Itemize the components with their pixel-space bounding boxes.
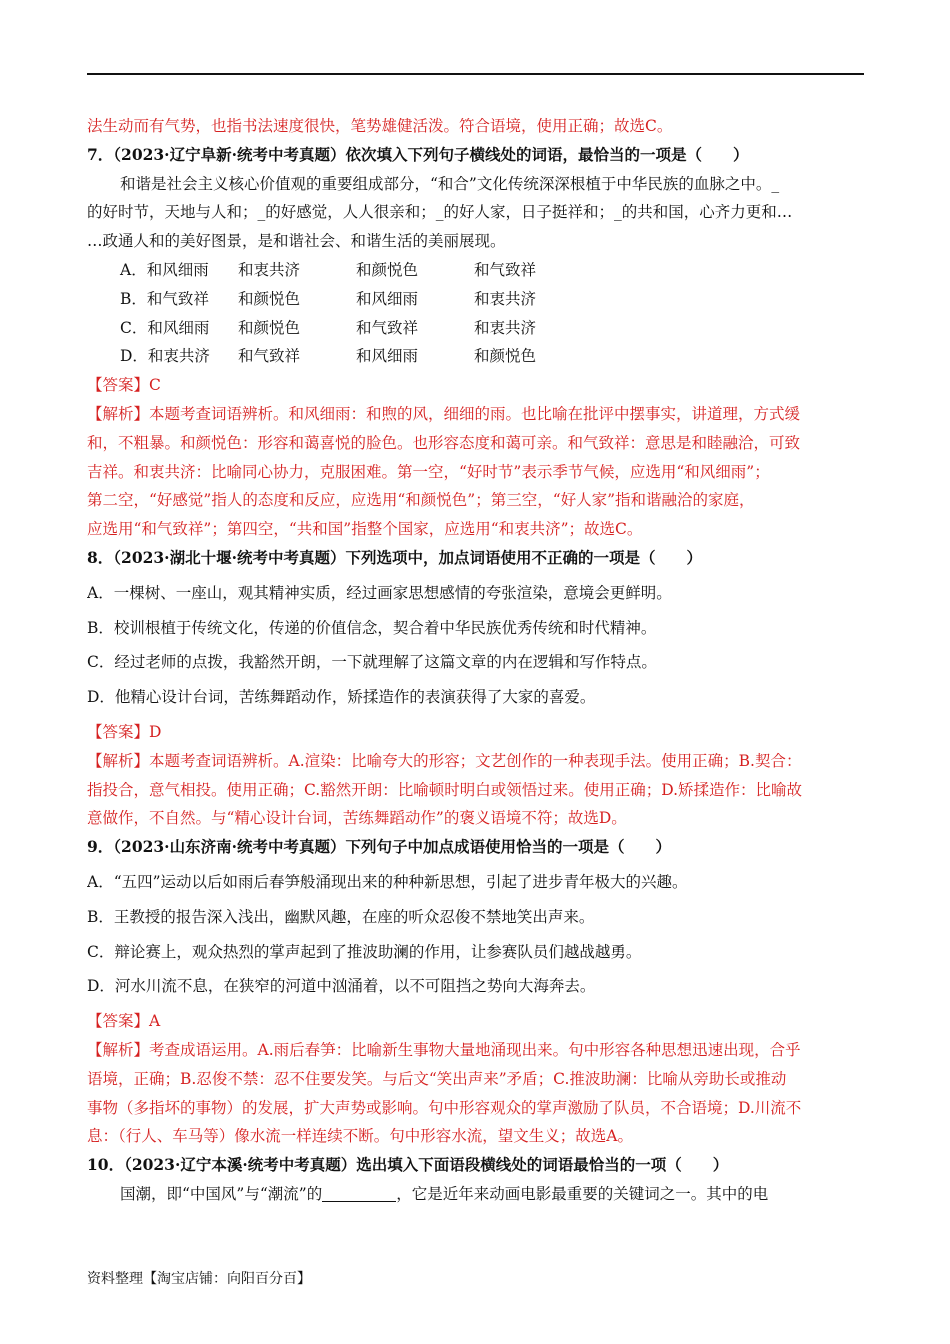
q9-option-a: A．“五四”运动以后如雨后春笋般涌现出来的种种新思想，引起了进步青年极大的兴趣。 [87,872,688,891]
q7-d-4: 和颜悦色 [474,347,537,366]
q9-stem: 9．（2023·山东济南·统考中考真题）下列句子中加点成语使用恰当的一项是（ ） [87,837,671,857]
q9-option-d: D．河水川流不息，在狭窄的河道中汹涌着，以不可阻挡之势向大海奔去。 [87,977,596,996]
continued-analysis: 法生动而有气势，也指书法速度很快，笔势雄健活泼。符合语境，使用正确；故选C。 [87,117,673,135]
q9-analysis-4: 息：（行人、车马等）像水流一样连续不断。句中形容水流，望文生义；故选A。 [87,1127,633,1146]
q9-answer: 【答案】A [87,1012,161,1031]
q8-option-d: D．他精心设计台词，苦练舞蹈动作，矫揉造作的表演获得了大家的喜爱。 [87,688,596,707]
q7-c-4: 和衷共济 [474,318,537,337]
q7-a-3: 和颜悦色 [356,260,419,279]
q7-b-1: B．和气致祥 [120,289,209,308]
q7-d-2: 和气致祥 [238,347,301,366]
q7-analysis-3: 吉祥。和衷共济：比喻同心协力，克服困难。第一空，“好时节”表示季节气候，应选用“和风细雨”； [87,462,770,481]
q10-passage-start: 国潮，即“中国风”与“潮流”的 [120,1184,323,1203]
q7-option-c [87,314,864,343]
q7-b-2: 和颜悦色 [238,289,301,308]
q8-stem: 8．（2023·湖北十堰·统考中考真题）下列选项中，加点词语使用不正确的一项是（ ） [87,547,702,567]
q7-analysis-2: 和，不粗暴。和颜悦色：形容和蔼喜悦的脸色。也形容态度和蔼可亲。和气致祥：意思是和睦融洽，可致 [87,433,801,452]
q9-analysis-3: 事物（多指坏的事物）的发展，扩大声势或影响。句中形容观众的掌声激励了队员，不合语境；D.川流不 [87,1098,802,1117]
q7-c-2: 和颜悦色 [238,318,301,337]
q8-analysis-1: 【解析】本题考查词语辨析。A.渲染：比喻夸大的形容；文艺创作的一种表现手法。使用正确；B.契合： [87,751,802,770]
footer-source: 资料整理【淘宝店铺：向阳百分百】 [87,1271,311,1287]
q9-analysis-2: 语境，正确；B.忍俊不禁：忍不住要发笑。与后文“笑出声来”矛盾；C.推波助澜：比喻从旁助长或推动 [87,1069,787,1088]
q8-analysis-3: 意做作，不自然。与“精心设计台词，苦练舞蹈动作”的褒义语境不符；故选D。 [87,809,627,828]
q8-option-b: B．校训根植于传统文化，传递的价值信念，契合着中华民族优秀传统和时代精神。 [87,618,657,637]
q9-option-b: B．王教授的报告深入浅出，幽默风趣，在座的听众忍俊不禁地笑出声来。 [87,907,595,926]
q7-a-1: A．和风细雨 [120,260,209,279]
q10-stem: 10．（2023·辽宁本溪·统考中考真题）选出填入下面语段横线处的词语最恰当的一项（ ） [87,1155,729,1175]
q7-a-4: 和气致祥 [474,260,537,279]
q9-analysis-1: 【解析】考查成语运用。A.雨后春笋：比喻新生事物大量地涌现出来。句中形容各种思想迅速出现，合乎 [87,1040,801,1059]
q7-analysis-1: 【解析】本题考查词语辨析。和风细雨：和煦的风，细细的雨。也比喻在批评中摆事实，讲道理，方式缓 [87,404,801,423]
q8-analysis-2: 指投合，意气相投。使用正确；C.豁然开朗：比喻顿时明白或领悟过来。使用正确；D.矫揉造作：比喻故 [87,780,803,799]
q7-answer: 【答案】C [87,376,161,395]
q10-passage-end: ，它是近年来动画电影最重要的关键词之一。其中的电 [396,1184,769,1203]
q7-stem: 7．（2023·辽宁阜新·统考中考真题）依次填入下列句子横线处的词语，最恰当的一项是（ ） [87,144,749,164]
header-rule [87,73,864,75]
q8-option-a: A．一棵树、一座山，观其精神实质，经过画家思想感情的夸张渲染，意境会更鲜明。 [87,583,672,602]
q7-b-3: 和风细雨 [356,289,419,308]
q7-passage-2: 的好时节，天地与人和；_的好感觉，人人很亲和；_的好人家，日子挺祥和；_的共和国，心齐力更和… [87,203,793,222]
q7-c-3: 和气致祥 [356,318,419,337]
q7-passage-1: 和谐是社会主义核心价值观的重要组成部分，“和合”文化传统深深根植于中华民族的血脉之中。_ [120,174,780,193]
q7-a-2: 和衷共济 [238,260,301,279]
q7-option-d [87,342,864,371]
q7-c-1: C．和风细雨 [120,318,210,337]
q8-option-c: C．经过老师的点拨，我豁然开朗，一下就理解了这篇文章的内在逻辑和写作特点。 [87,653,657,672]
q7-passage-3: …政通人和的美好图景，是和谐社会、和谐生活的美丽展现。 [87,232,506,251]
q7-option-b [87,285,864,314]
q8-answer: 【答案】D [87,722,162,741]
q7-b-4: 和衷共济 [474,289,537,308]
q7-analysis-5: 应选用“和气致祥”；第四空，“共和国”指整个国家，应选用“和衷共济”；故选C。 [87,520,643,539]
q10-passage [87,1180,864,1209]
q10-blank [322,1185,396,1202]
page-content [87,112,864,1209]
q7-option-a [87,256,864,285]
q7-d-3: 和风细雨 [356,347,419,366]
q9-option-c: C．辩论赛上，观众热烈的掌声起到了推波助澜的作用，让参赛队员们越战越勇。 [87,942,642,961]
q7-d-1: D．和衷共济 [120,347,210,366]
q7-analysis-4: 第二空，“好感觉”指人的态度和反应，应选用“和颜悦色”；第三空，“好人家”指和谐融洽的家庭， [87,491,755,510]
